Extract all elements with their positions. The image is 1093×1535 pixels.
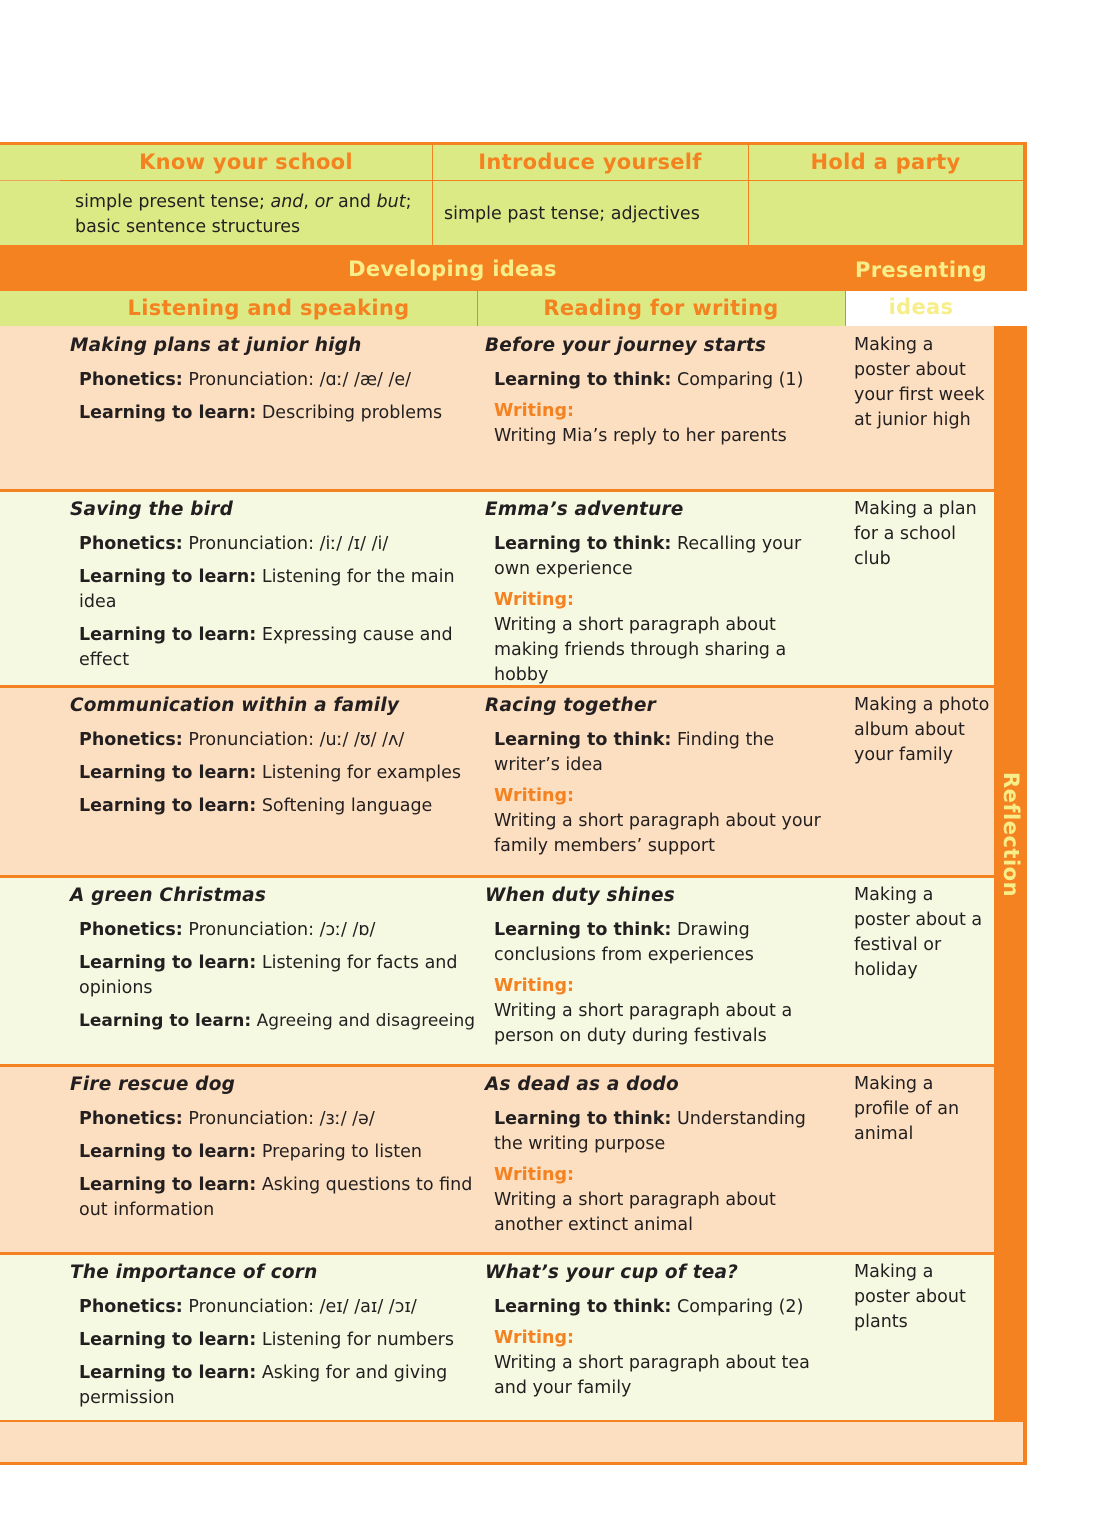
grammar-but: but: [376, 192, 406, 212]
ltl-item: [79, 623, 470, 673]
ltl-item: [79, 761, 470, 786]
phonetics-label: Phonetics:: [79, 1109, 183, 1129]
ltl-text: Asking for and giving permission: [79, 1363, 448, 1408]
ltt-item: [494, 368, 840, 393]
ltl-label: Learning to learn:: [79, 1175, 257, 1195]
phonetics-item: [79, 532, 470, 557]
unit-title-2: Introduce yourself: [478, 150, 702, 174]
ltl-text: Listening for facts and opinions: [79, 953, 458, 998]
developing-ideas-title: Developing ideas: [348, 257, 557, 281]
ltl-label: Learning to learn:: [79, 1011, 252, 1031]
ltl-text: Preparing to listen: [261, 1142, 422, 1162]
phonetics-label: Phonetics:: [79, 920, 183, 940]
ltt-label: Learning to think:: [494, 370, 672, 390]
ltl-label: Learning to learn:: [79, 403, 257, 423]
ltl-label: Learning to learn:: [79, 953, 257, 973]
ltt-item: [494, 1295, 840, 1320]
ltl-item: [79, 401, 470, 426]
grammar-sep: ;: [405, 192, 412, 212]
rw-cell-5: [485, 1073, 840, 1238]
ltt-item: [494, 728, 840, 778]
row-divider: [0, 1252, 994, 1255]
presenting-cell-1: Making a poster about your first week at junior high: [854, 335, 985, 430]
row-divider: [0, 1064, 994, 1067]
ltl-text: Listening for the main idea: [79, 567, 455, 612]
writing-text: Writing a short paragraph about tea and your family: [494, 1353, 810, 1398]
writing-label: Writing:: [494, 590, 574, 610]
ltl-text: Asking questions to find out information: [79, 1175, 473, 1220]
ltt-text: Comparing (1): [676, 370, 804, 390]
ltl-text: Expressing cause and effect: [79, 625, 453, 670]
rw-title: As dead as a dodo: [485, 1074, 679, 1095]
ltl-text: Listening for examples: [261, 763, 461, 783]
phonetics-item: [79, 1295, 470, 1320]
unit-grammar-1: [75, 190, 425, 240]
rw-title: What’s your cup of tea?: [485, 1262, 739, 1283]
presenting-cell-5: Making a profile of an animal: [854, 1074, 960, 1144]
writing-text: Writing a short paragraph about a person on duty during festivals: [494, 1001, 793, 1046]
ls-title: Saving the bird: [70, 499, 234, 520]
phonetics-item: [79, 918, 475, 943]
ls-title: A green Christmas: [70, 885, 267, 906]
writing-text: Writing Mia’s reply to her parents: [494, 426, 787, 446]
presenting-cell-3: Making a photo album about your family: [854, 695, 990, 765]
phonetics-item: [79, 728, 470, 753]
writing-label: Writing:: [494, 1165, 574, 1185]
ltl-label: Learning to learn:: [79, 1363, 257, 1383]
ls-cell-4: [70, 884, 475, 1042]
ltl-label: Learning to learn:: [79, 1330, 257, 1350]
phonetics-label: Phonetics:: [79, 534, 183, 554]
rw-cell-3: [485, 694, 840, 859]
presenting-line-2: ideas: [888, 295, 954, 319]
ltt-text: Recalling your own experience: [494, 534, 802, 579]
phonetics-text: Pronunciation: /ɑː/ /æ/ /e/: [188, 370, 412, 390]
writing-label: Writing:: [494, 976, 574, 996]
phonetics-label: Phonetics:: [79, 730, 183, 750]
presenting-cell-6: Making a poster about plants: [854, 1262, 966, 1332]
writing-label: Writing:: [494, 401, 574, 421]
ls-cell-2: [70, 498, 470, 681]
ltl-item: [79, 951, 475, 1001]
rw-cell-4: [485, 884, 840, 1049]
ltt-label: Learning to think:: [494, 534, 672, 554]
unit-title-1: Know your school: [139, 150, 353, 174]
reading-writing-header: Reading for writing: [543, 296, 779, 320]
ltl-item: [79, 1361, 470, 1411]
ls-cell-6: [70, 1261, 470, 1419]
grammar-sep: ,: [303, 192, 315, 212]
ltt-text: Comparing (2): [676, 1297, 804, 1317]
presenting-ideas-header: [846, 252, 996, 326]
ltl-text: Describing problems: [261, 403, 443, 423]
ltl-item: [79, 1328, 470, 1353]
presenting-line-1: Presenting: [855, 258, 987, 282]
ltt-label: Learning to think:: [494, 1297, 672, 1317]
phonetics-text: Pronunciation: /iː/ /ɪ/ /i/: [188, 534, 389, 554]
ltl-label: Learning to learn:: [79, 567, 257, 587]
ltt-item: [494, 1107, 840, 1157]
ltl-text: Agreeing and disagreeing: [256, 1011, 476, 1031]
ls-title: Communication within a family: [70, 695, 400, 716]
grammar-and: and: [270, 192, 304, 212]
ltt-text: Drawing conclusions from experiences: [494, 920, 754, 965]
rw-title: When duty shines: [485, 885, 675, 906]
phonetics-label: Phonetics:: [79, 1297, 183, 1317]
rw-title: Emma’s adventure: [485, 499, 684, 520]
unit-grammar-2: simple past tense; adjectives: [444, 204, 700, 224]
unit-title-divider-left: [0, 180, 60, 181]
rw-cell-1: [485, 334, 840, 449]
ltt-label: Learning to think:: [494, 1109, 672, 1129]
grammar-text: simple present tense;: [75, 192, 271, 212]
writing-label: Writing:: [494, 786, 574, 806]
ls-cell-3: [70, 694, 470, 827]
rw-title: Before your journey starts: [485, 335, 767, 356]
unit-header-right-border: [1023, 142, 1027, 250]
bottom-border: [0, 1462, 1027, 1465]
rw-cell-2: [485, 498, 840, 688]
phonetics-item: [79, 1107, 475, 1132]
ls-cell-1: [70, 334, 470, 434]
ls-title: Fire rescue dog: [70, 1074, 236, 1095]
phonetics-text: Pronunciation: /eɪ/ /aɪ/ /ɔɪ/: [188, 1297, 417, 1317]
phonetics-label: Phonetics:: [79, 370, 183, 390]
listening-speaking-header: Listening and speaking: [127, 296, 410, 320]
ltt-label: Learning to think:: [494, 730, 672, 750]
ls-title: The importance of corn: [70, 1262, 318, 1283]
reflection-label: Reflection: [999, 772, 1023, 898]
writing-text: Writing a short paragraph about another extinct animal: [494, 1190, 776, 1235]
writing-text: Writing a short paragraph about making friends through sharing a hobby: [494, 615, 787, 685]
grammar-text: basic sentence structures: [75, 217, 301, 237]
row-divider: [0, 489, 994, 492]
ltl-label: Learning to learn:: [79, 763, 257, 783]
ltt-item: [494, 532, 840, 582]
ltl-text: Listening for numbers: [261, 1330, 454, 1350]
writing-text: Writing a short paragraph about your family members’ support: [494, 811, 821, 856]
presenting-cell-4: Making a poster about a festival or holiday: [854, 885, 983, 980]
writing-label: Writing:: [494, 1328, 574, 1348]
unit-title-divider: [60, 180, 1023, 181]
rw-cell-6: [485, 1261, 840, 1401]
ltl-item: [79, 794, 470, 819]
ltt-label: Learning to think:: [494, 920, 672, 940]
row-bg-footer: [0, 1422, 1023, 1462]
ls-cell-5: [70, 1073, 475, 1231]
footer-right-border: [1023, 1422, 1027, 1465]
ltl-item: [79, 1009, 475, 1034]
phonetics-text: Pronunciation: /uː/ /ʊ/ /ʌ/: [188, 730, 405, 750]
rw-title: Racing together: [485, 695, 656, 716]
row-divider: [0, 875, 994, 878]
ltt-text: Understanding the writing purpose: [494, 1109, 806, 1154]
ltt-text: Finding the writer’s idea: [494, 730, 775, 775]
grammar-or: or: [314, 192, 333, 212]
ltl-label: Learning to learn:: [79, 625, 257, 645]
phonetics-item: [79, 368, 470, 393]
ltl-item: [79, 565, 470, 615]
ltl-label: Learning to learn:: [79, 1142, 257, 1162]
ltl-item: [79, 1140, 475, 1165]
presenting-cell-2: Making a plan for a school club: [854, 499, 977, 569]
ltl-text: Softening language: [261, 796, 433, 816]
unit-title-3: Hold a party: [810, 150, 961, 174]
ltl-item: [79, 1173, 475, 1223]
ltt-item: [494, 918, 840, 968]
ls-title: Making plans at junior high: [70, 335, 362, 356]
phonetics-text: Pronunciation: /ɜː/ /ə/: [188, 1109, 375, 1129]
row-divider: [0, 1420, 1023, 1422]
grammar-sep: and: [332, 192, 377, 212]
phonetics-text: Pronunciation: /ɔː/ /ɒ/: [188, 920, 376, 940]
ltl-label: Learning to learn:: [79, 796, 257, 816]
